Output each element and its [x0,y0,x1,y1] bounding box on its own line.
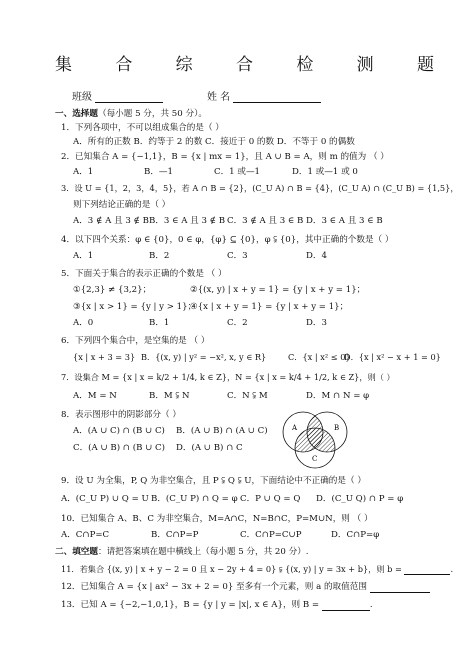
title-char: 合 [115,55,133,75]
question-stem: 5．下面关于集合的表示正确的个数是 （ ） [61,269,227,279]
title-char: 集 [55,55,72,75]
option: D．C∩P=φ [331,530,380,540]
section-heading [55,547,309,558]
section-desc: （每小题 5 分，共 50 分）。 [97,109,207,119]
statement: ②{(x, y) | x + y = 1} = {y | x + y = 1}； [190,285,366,295]
option: D．3 [306,318,327,328]
question-text: 12．已知集合 A = {x | ax² − 3x + 2 = 0} 至多有一个元素，则 a 的取值范围 [61,582,367,592]
option: C．3 ∉ A 且 3 ∈ B [227,216,304,226]
option: D．1 或—1 或 0 [292,167,358,177]
option: A．0 [73,318,94,328]
option: D．{x | x² − x + 1 = 0} [344,352,441,362]
option: A．3 ∉ A 且 3 ∉ B [73,216,149,226]
option: B．{(x, y) | y² = −x², x, y ∈ R} [141,352,267,362]
name-label: 姓 名 [207,92,231,103]
option: C．N ⫋ M [227,391,268,401]
title-char: 题 [416,55,434,75]
question-stem: 3．设 U = {1，2，3，4，5}，若 A ∩ B = {2}，(C_U A) ∩ B = {4}，(C_U A) ∩ (C_U B) = {1,5}， [61,183,459,193]
question-text: 11．若集合 {(x, y) | x + y − 2 = 0 且 x − 2y + 4 = 0} ⫋ {(x, y) | y = 3x + b}，则 b = [61,564,402,574]
question-stem: 4．以下四个关系：φ ∈ {0}，0 ∈ φ，{φ} ⊆ {0}，φ ⫋ {0}，其中正确的个数是（ ） [61,235,394,245]
option: C．{x | x² ≤ 0} [288,352,351,362]
title-char: 合 [235,55,253,75]
option: A．1 [73,167,94,177]
title-char: 测 [356,55,374,75]
statement: ③{x | x > 1} = {y | y > 1}； [73,302,197,312]
section-desc: ：请把答案填在题中横线上（每小题 5 分，共 20 分）. [97,547,309,557]
option: B．M ⫋ N [149,391,190,401]
venn-label-c: C [312,455,318,463]
section-label: 二、填空题 [55,547,98,557]
venn-label-a: A [292,424,298,432]
option: B．(C_U P) ∩ Q = φ [151,494,238,504]
option: B．—1 [144,167,173,177]
question-stem: 7．设集合 M = {x | x = k/2 + 1/4, k ∈ Z}，N = {x | x = k/4 + 1/2, k ∈ Z}，则（ ） [61,372,395,382]
question-text: 13．已知 A = {−2,−1,0,1}，B = {y | y = |x|, x ∈ A}，则 B = [61,600,320,610]
question-stem: 1．下列各项中，不可以组成集合的是（ ） [61,123,224,133]
question-stem: 8．表示图形中的阴影部分（ ） [61,410,181,420]
statement: ①{2,3} ≠ {3,2}； [73,285,152,295]
option: A．M = N [73,391,117,401]
option: D．M ∩ N = φ [306,391,370,401]
option: B．1 [149,318,170,328]
section-label: 一、选择题 [55,109,98,119]
option: C．3 [227,251,248,261]
question-stem: 9．设 U 为全集，P, Q 为非空集合，且 P ⫋ Q ⫋ U，下面结论中不正确的是（ ） [61,476,366,486]
option: D．(C_U Q) ∩ P = φ [316,494,404,504]
question-options: A．所有的正数 B．约等于 2 的数 C．接近于 0 的数 D．不等于 0 的偶数 [73,137,355,147]
answer-blank[interactable] [322,601,370,611]
option: C．P ∪ Q = Q [240,494,301,504]
option: B．(A ∪ B) ∩ (A ∪ C) [176,426,268,436]
option: D．4 [306,251,327,261]
option: A．1 [73,251,94,261]
question-stem-cont: 则下列结论正确的是（ ） [73,200,171,210]
option: A．(C_U P) ∪ Q = U [61,494,149,504]
title-char: 检 [296,55,314,75]
section-heading [55,109,207,120]
venn-diagram [272,408,358,470]
fill-question [61,564,453,575]
question-end: . [369,600,373,610]
title-char: 综 [175,55,193,75]
option: C．(A ∪ B) ∩ (B ∪ C) [73,443,165,453]
answer-blank[interactable] [404,565,450,575]
option: A．(A ∪ C) ∩ (B ∪ C) [73,426,165,436]
answer-blank[interactable] [370,583,430,593]
class-label: 班级 [72,92,92,103]
question-stem: 2．已知集合 A = {−1,1}，B = {x | mx = 1}，且 A ∪ B = A，则 m 的值为 （ ） [61,152,389,162]
option: D．(A ∪ B) ∩ C [176,443,243,453]
question-end: . [450,564,454,574]
option: B．C∩P=P [151,530,199,540]
option: {x | x + 3 = 3} [73,352,136,362]
option: C．2 [227,318,248,328]
class-field [72,92,163,103]
question-stem: 10．已知集合 A、B、C 为非空集合，M=A∩C，N=B∩C，P=M∪N，则 （ ） [61,514,373,524]
option: C．C∩P=C∪P [240,530,302,540]
option: B．2 [149,251,170,261]
page-title [55,50,434,76]
venn-label-b: B [334,424,340,432]
name-blank[interactable] [233,93,321,103]
option: D．3 ∈ A 且 3 ∈ B [306,216,383,226]
fill-question [61,600,373,611]
name-field [207,92,321,103]
class-blank[interactable] [95,93,163,103]
option: C．1 或—1 [214,167,261,177]
option: B．3 ∈ A 且 3 ∉ B [149,216,226,226]
fill-question [61,582,430,593]
option: A．C∩P=C [61,530,110,540]
question-stem: 6．下列四个集合中，是空集的是 （ ） [61,336,210,346]
statement: ④{x | x + y = 1} = {y | x + y = 1}； [190,302,349,312]
